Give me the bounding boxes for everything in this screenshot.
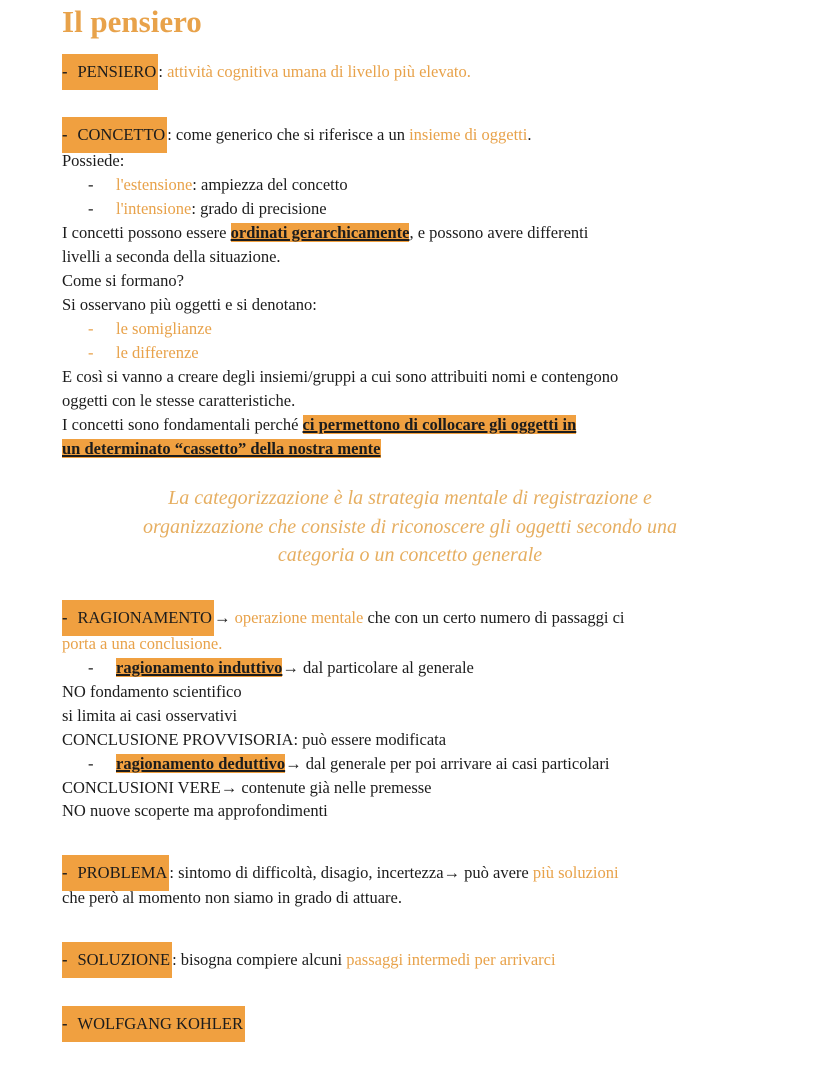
kohler-line [62,1006,245,1042]
page-title: Il pensiero [62,4,202,39]
fondamentali-highlight-2: un determinato “cassetto” della nostra mente [62,439,381,458]
ragionamento-line-2: porta a una conclusione. [62,634,223,653]
no-fondamento-text: NO fondamento scientifico [62,682,242,701]
induttivo-highlight: ragionamento induttivo [116,658,283,677]
osservano-text: Si osservano più oggetti e si denotano: [62,295,317,314]
list-item: - ragionamento deduttivo→ dal generale per poi arrivare ai casi particolari [88,754,610,773]
provvisoria-text: CONCLUSIONE PROVVISORIA: può essere modificata [62,730,447,749]
list-item: - le somiglianze [88,319,212,338]
livelli-text: livelli a seconda della situazione. [62,247,281,266]
vere-text: CONCLUSIONI VERE→ contenute già nelle premesse [62,778,432,797]
list-item: - l'intensione: grado di precisione [88,199,327,218]
oggetti-text: oggetti con le stesse caratteristiche. [62,391,296,410]
si-limita-text: si limita ai casi osservativi [62,706,238,725]
list-item: - ragionamento induttivo→ dal particolare al generale [88,658,474,677]
concetto-highlight: insieme di oggetti [409,125,528,144]
no-nuove-text: NO nuove scoperte ma approfondimenti [62,801,328,820]
ragionamento-line: - RAGIONAMENTO → operazione mentale che con un certo numero di passaggi ci [62,600,624,636]
possiede-text: Possiede: [62,151,125,170]
deduttivo-highlight: ragionamento deduttivo [116,754,286,773]
ragionamento-highlight: operazione mentale [234,608,364,627]
list-item: - le differenze [88,343,199,362]
soluzione-heading: - SOLUZIONE [62,942,172,978]
ordinati-line: I concetti possono essere ordinati gerarchicamente, e possono avere differenti [62,223,589,242]
problema-heading: - PROBLEMA [62,855,169,891]
kohler-heading: - WOLFGANG KOHLER [62,1006,245,1042]
concetto-heading: - CONCETTO [62,117,167,153]
come-text: Come si formano? [62,271,184,290]
fondamentali-line: I concetti sono fondamentali perché ci permettono di collocare gli oggetti in [62,415,577,434]
ragionamento-heading: - RAGIONAMENTO [62,600,214,636]
pensiero-definition: attività cognitiva umana di livello più elevato. [167,62,471,81]
categorization-quote: La categorizzazione è la strategia mentale di registrazione e organizzazione che consiste di riconoscere gli oggetti secondo una categoria o un concetto generale [143,487,677,566]
soluzione-line: - SOLUZIONE : bisogna compiere alcuni passaggi intermedi per arrivarci [62,942,556,978]
problema-highlight: più soluzioni [532,863,619,882]
fondamentali-line-2 [62,438,381,460]
soluzione-highlight: passaggi intermedi per arrivarci [346,950,556,969]
pensiero-line: - PENSIERO : attività cognitiva umana di livello più elevato. [62,54,471,90]
pensiero-heading: - PENSIERO [62,54,158,90]
problema-line-2: che però al momento non siamo in grado di attuare. [62,888,402,907]
ordinati-highlight: ordinati gerarchicamente [230,223,410,242]
problema-line: - PROBLEMA : sintomo di difficoltà, disagio, incertezza→ può avere più soluzioni [62,855,619,891]
fondamentali-highlight-1: ci permettono di collocare gli oggetti in [302,415,577,434]
concetto-line: - CONCETTO : come generico che si riferisce a un insieme di oggetti. [62,117,531,153]
insiemi-text: E così si vanno a creare degli insiemi/gruppi a cui sono attribuiti nomi e contengono [62,367,619,386]
list-item: - l'estensione: ampiezza del concetto [88,175,348,194]
